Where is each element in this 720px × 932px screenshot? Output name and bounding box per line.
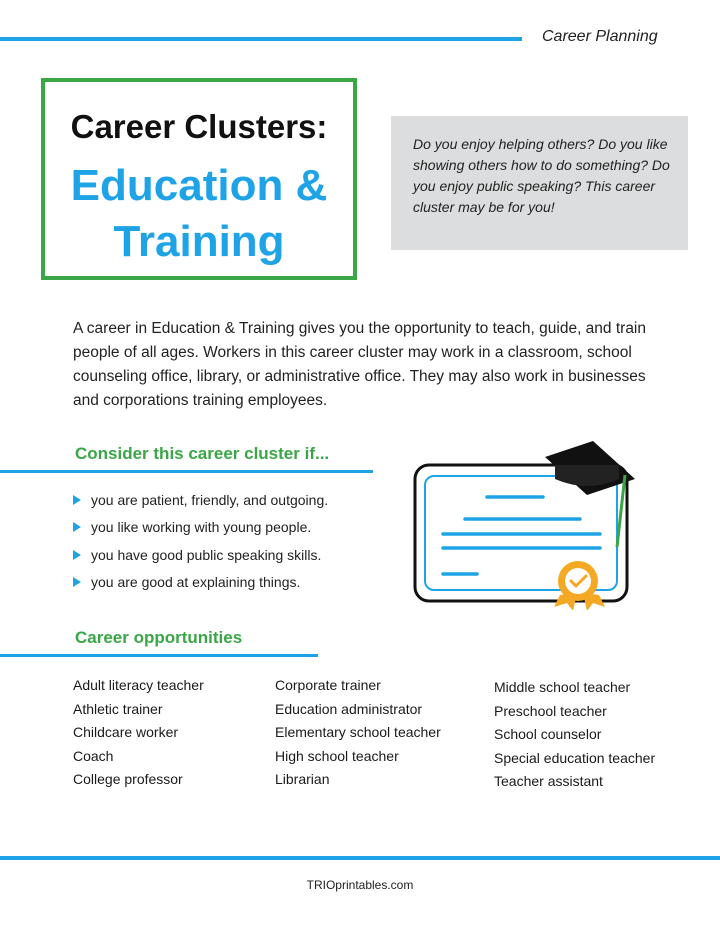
- list-item: Education administrator: [275, 700, 423, 717]
- title-highlight: [45, 158, 353, 270]
- triangle-bullet-icon: [73, 495, 81, 505]
- footer-site[interactable]: TRIOprintables.com: [306, 878, 414, 892]
- list-item: School counselor: [494, 726, 602, 742]
- title-line-1: Career Clusters:: [70, 108, 328, 145]
- list-item: Corporate trainer: [275, 677, 381, 693]
- title-line-3: Training: [113, 217, 285, 266]
- list-item: Athletic trainer: [73, 700, 163, 717]
- top-rule: [0, 37, 522, 41]
- title-box: [41, 78, 357, 280]
- triangle-bullet-icon: [73, 522, 81, 532]
- list-item: Special education teacher: [494, 749, 656, 766]
- careers-heading: Career opportunities: [75, 628, 243, 647]
- diploma-certificate-icon: [405, 435, 645, 610]
- careers-column-2: [275, 676, 441, 794]
- title-line-2: Education &: [70, 161, 328, 210]
- careers-column-1: [73, 676, 204, 794]
- list-item: Childcare worker: [73, 724, 179, 740]
- consider-heading: Consider this career cluster if...: [75, 444, 330, 463]
- consider-list: [73, 486, 328, 596]
- list-item: Teacher assistant: [494, 773, 603, 789]
- callout-box: Do you enjoy helping others? Do you like showing others how to do something? Do you enjoy public speaking? This career cluster may be for you!: [391, 116, 688, 250]
- bottom-rule: [0, 856, 720, 860]
- list-item: Librarian: [275, 771, 330, 787]
- list-item: Elementary school teacher: [275, 724, 441, 740]
- list-item: Middle school teacher: [494, 679, 631, 695]
- category-label: Career Planning: [542, 28, 658, 45]
- list-item: you have good public speaking skills.: [73, 541, 328, 569]
- list-item: you are good at explaining things.: [73, 569, 328, 597]
- list-item: you like working with young people.: [73, 514, 328, 542]
- triangle-bullet-icon: [73, 577, 81, 587]
- triangle-bullet-icon: [73, 550, 81, 560]
- consider-rule: [0, 470, 373, 473]
- list-item: Coach: [73, 747, 114, 764]
- list-item: you are patient, friendly, and outgoing.: [73, 486, 328, 514]
- list-item: College professor: [73, 771, 183, 787]
- list-item: Preschool teacher: [494, 702, 607, 719]
- list-item: High school teacher: [275, 747, 399, 764]
- careers-rule: [0, 654, 318, 657]
- careers-column-3: [494, 678, 655, 796]
- list-item: Adult literacy teacher: [73, 677, 204, 693]
- intro-paragraph: A career in Education & Training gives you the opportunity to teach, guide, and train people of all ages. Workers in this career cluster may work in a classroom, school counseling office, library, or administrative office. They may also work in businesses and corporations training employees.: [73, 320, 647, 409]
